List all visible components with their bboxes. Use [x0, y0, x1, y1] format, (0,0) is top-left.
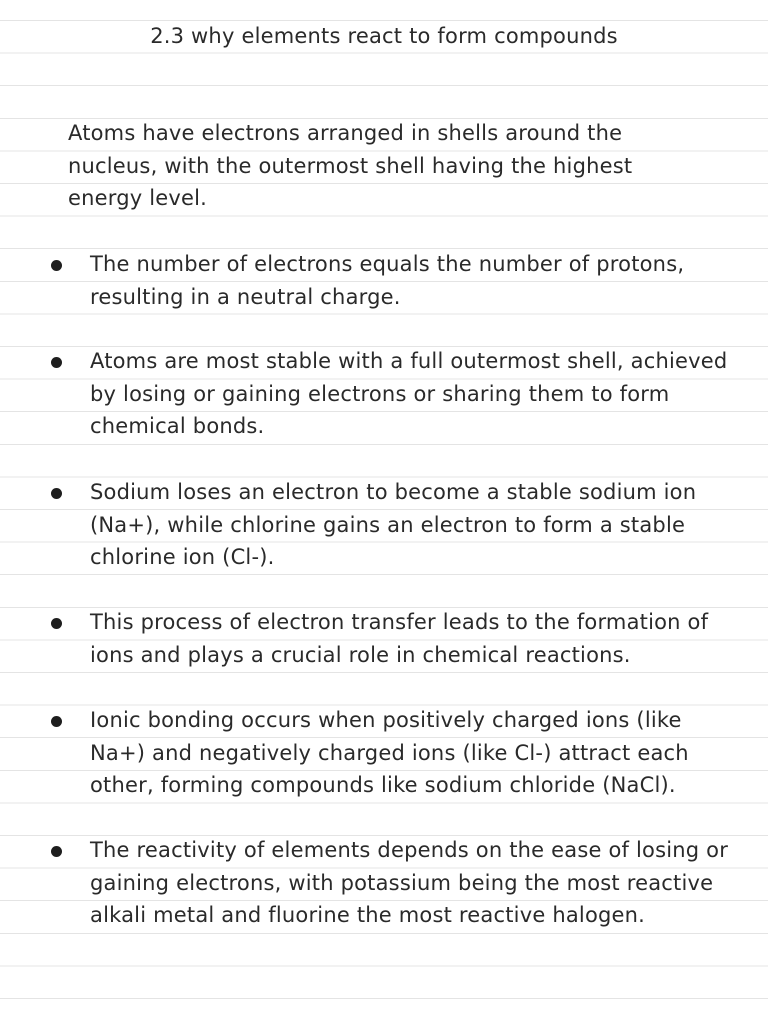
page-title: 2.3 why elements react to form compounds — [150, 24, 618, 48]
bullet-text: Sodium loses an electron to become a stable sodium ion (Na+), while chlorine gains an electron to form a stable chlorine ion (Cl-). — [90, 480, 697, 570]
bullet-icon — [51, 260, 62, 271]
bullet-text: The number of electrons equals the number of protons, resulting in a neutral charge. — [90, 252, 685, 309]
intro-paragraph: Atoms have electrons arranged in shells around the nucleus, with the outermost shell having the highest energy level. — [68, 121, 633, 211]
bullet-icon — [51, 618, 62, 629]
bullet-text: Atoms are most stable with a full outermost shell, achieved by losing or gaining electrons or sharing them to form chemical bonds. — [90, 349, 728, 439]
bullet-icon — [51, 846, 62, 857]
bullet-text: The reactivity of elements depends on the ease of losing or gaining electrons, with potassium being the most reactive alkali metal and fluorine the most reactive halogen. — [90, 838, 729, 928]
bullet-text: Ionic bonding occurs when positively charged ions (like Na+) and negatively charged ions (like Cl-) attract each other, forming compounds like sodium chloride (NaCl). — [90, 708, 689, 798]
bullet-icon — [51, 716, 62, 727]
bullet-text: This process of electron transfer leads to the formation of ions and plays a crucial role in chemical reactions. — [90, 610, 709, 667]
bullet-icon — [51, 357, 62, 368]
bullet-icon — [51, 488, 62, 499]
